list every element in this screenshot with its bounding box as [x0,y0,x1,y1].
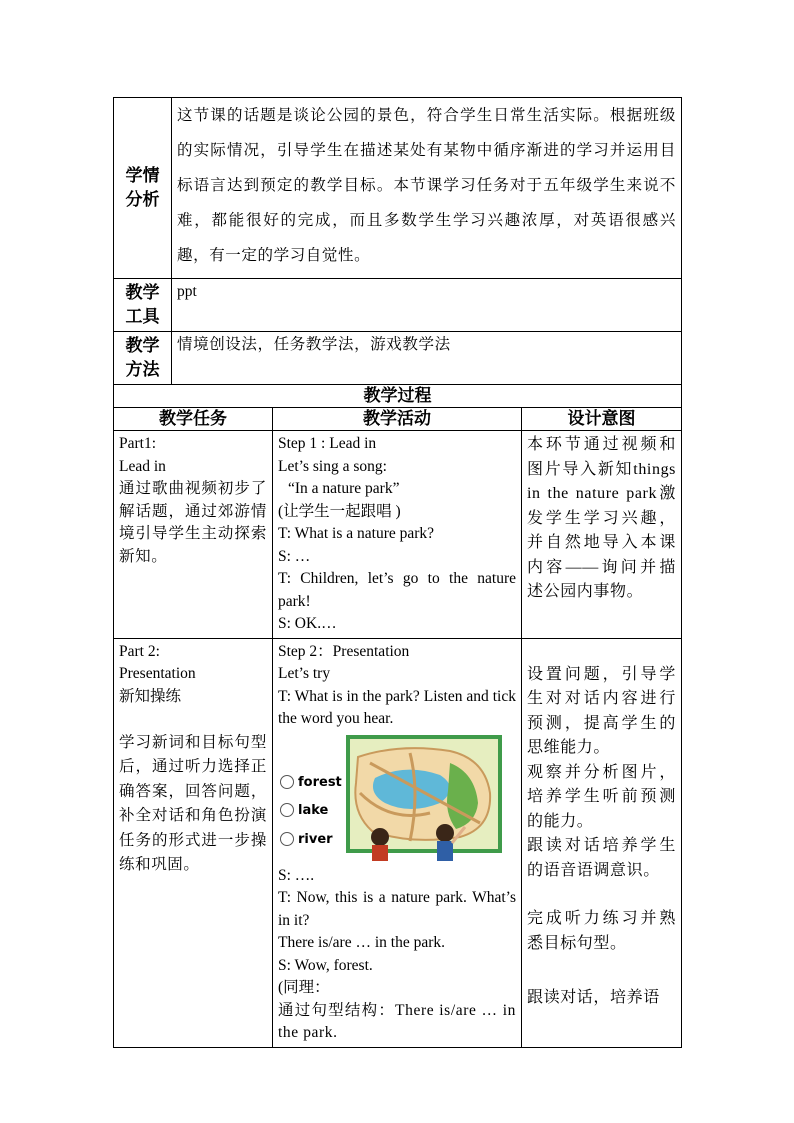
part-subtitle: Presentation [119,665,196,682]
row-label [114,332,172,385]
part2-activity [273,638,522,1047]
activity-line: 通过句型结构：There is/are … in the park. [278,1001,516,1041]
option-forest[interactable] [280,775,342,791]
activity-line: S: OK.… [278,615,337,632]
part2-intent [522,638,682,1047]
tools-text: ppt [172,279,682,332]
step-title: Step 2：Presentation [278,642,410,660]
spacer [527,641,676,663]
label-line: 教学 [125,283,160,302]
radio-circle-icon[interactable] [280,803,294,817]
label-line: 学情 [125,166,160,185]
info-row-methods [114,332,682,385]
activity-line: Let’s try [278,665,331,682]
part-title: Part1: [119,435,157,452]
activity-line: T: What is a nature park? [278,525,435,542]
header-intent: 设计意图 [522,408,682,431]
option-label: lake [298,802,329,818]
label-line: 分析 [125,190,160,209]
step-title: Step 1 : Lead in [278,435,377,452]
column-header-row [114,408,682,431]
radio-circle-icon[interactable] [280,775,294,789]
header-task: 教学任务 [114,408,273,431]
info-row-analysis [114,98,682,279]
analysis-text: 这节课的话题是谈论公园的景色，符合学生日常生活实际。根据班级的实际情况，引导学生在描述某处有某物中循序渐进的学习并运用目标语言达到预定的教学目标。本节课学习任务对于五年级学生来说不难，都能很好的完成，而且多数学生学习兴趣浓厚，对英语很感兴趣，有一定的学习自觉性。 [172,98,682,279]
intent-text: 设置问题，引导学生对对话内容进行预测，提高学生的思维能力。 [527,665,676,756]
activity-line: T: Now, this is a nature park. What’s in it? [278,889,516,929]
option-lake[interactable] [280,803,328,819]
option-river[interactable] [280,832,333,848]
label-line: 教学 [125,336,160,355]
part1-intent: 本环节通过视频和图片导入新知things in the nature park激发学生学习兴趣，并自然地导入本课内容——询问并描述公园内事物。 [522,431,682,639]
process-title: 教学过程 [114,385,682,408]
activity-line: Let’s sing a song: [278,457,387,475]
song-title: “In a nature park” [288,480,400,497]
activity-line: S: Wow, forest. [278,956,373,974]
park-map-illustration [280,733,508,863]
process-title-row [114,385,682,408]
intent-text: 跟读对话培养学生的语音语调意识。 [527,837,676,879]
part-title: Part 2: [119,642,160,660]
task-description: 通过歌曲视频初步了解话题，通过郊游情境引导学生主动探索新知。 [119,480,267,565]
activity-line: S: … [278,547,311,565]
lesson-plan-page [113,97,681,1048]
part2-task [114,638,273,1047]
row-label [114,279,172,332]
spacer [527,883,676,907]
activity-line: S: …. [278,866,315,884]
option-label: river [298,831,333,847]
part-subtitle: Lead in [119,457,166,475]
activity-line: T: Children, let’s go to the nature park! [278,570,516,610]
methods-text: 情境创设法，任务教学法，游戏教学法 [172,332,682,385]
intent-text: 观察并分析图片，培养学生听前预测的能力。 [527,763,676,830]
radio-circle-icon[interactable] [280,832,294,846]
option-label: forest [298,774,342,790]
row-label [114,98,172,279]
label-line: 方法 [125,360,160,379]
part2-row [114,638,682,1047]
activity-line: (让学生一起跟唱 ) [278,502,401,520]
activity-line: There is/are … in the park. [278,934,445,951]
info-row-tools [114,279,682,332]
activity-line: (同理： [278,979,330,996]
task-description: 学习新词和目标句型后，通过听力选择正确答案，回答问题，补全对话和角色扮演任务的形式进一步操练和巩固。 [119,733,267,873]
intent-text: 跟读对话，培养语 [527,989,660,1006]
part-subtitle-cn: 新知操练 [119,687,182,705]
spacer [527,956,676,986]
intent-text: 完成听力练习并熟悉目标句型。 [527,910,676,952]
header-activity: 教学活动 [273,408,522,431]
lesson-plan-table [113,97,682,1048]
activity-line: T: What is in the park? Listen and tick the word you hear. [278,687,516,727]
part1-task [114,431,273,639]
label-line: 工具 [125,307,160,326]
part1-row [114,431,682,639]
part1-activity [273,431,522,639]
